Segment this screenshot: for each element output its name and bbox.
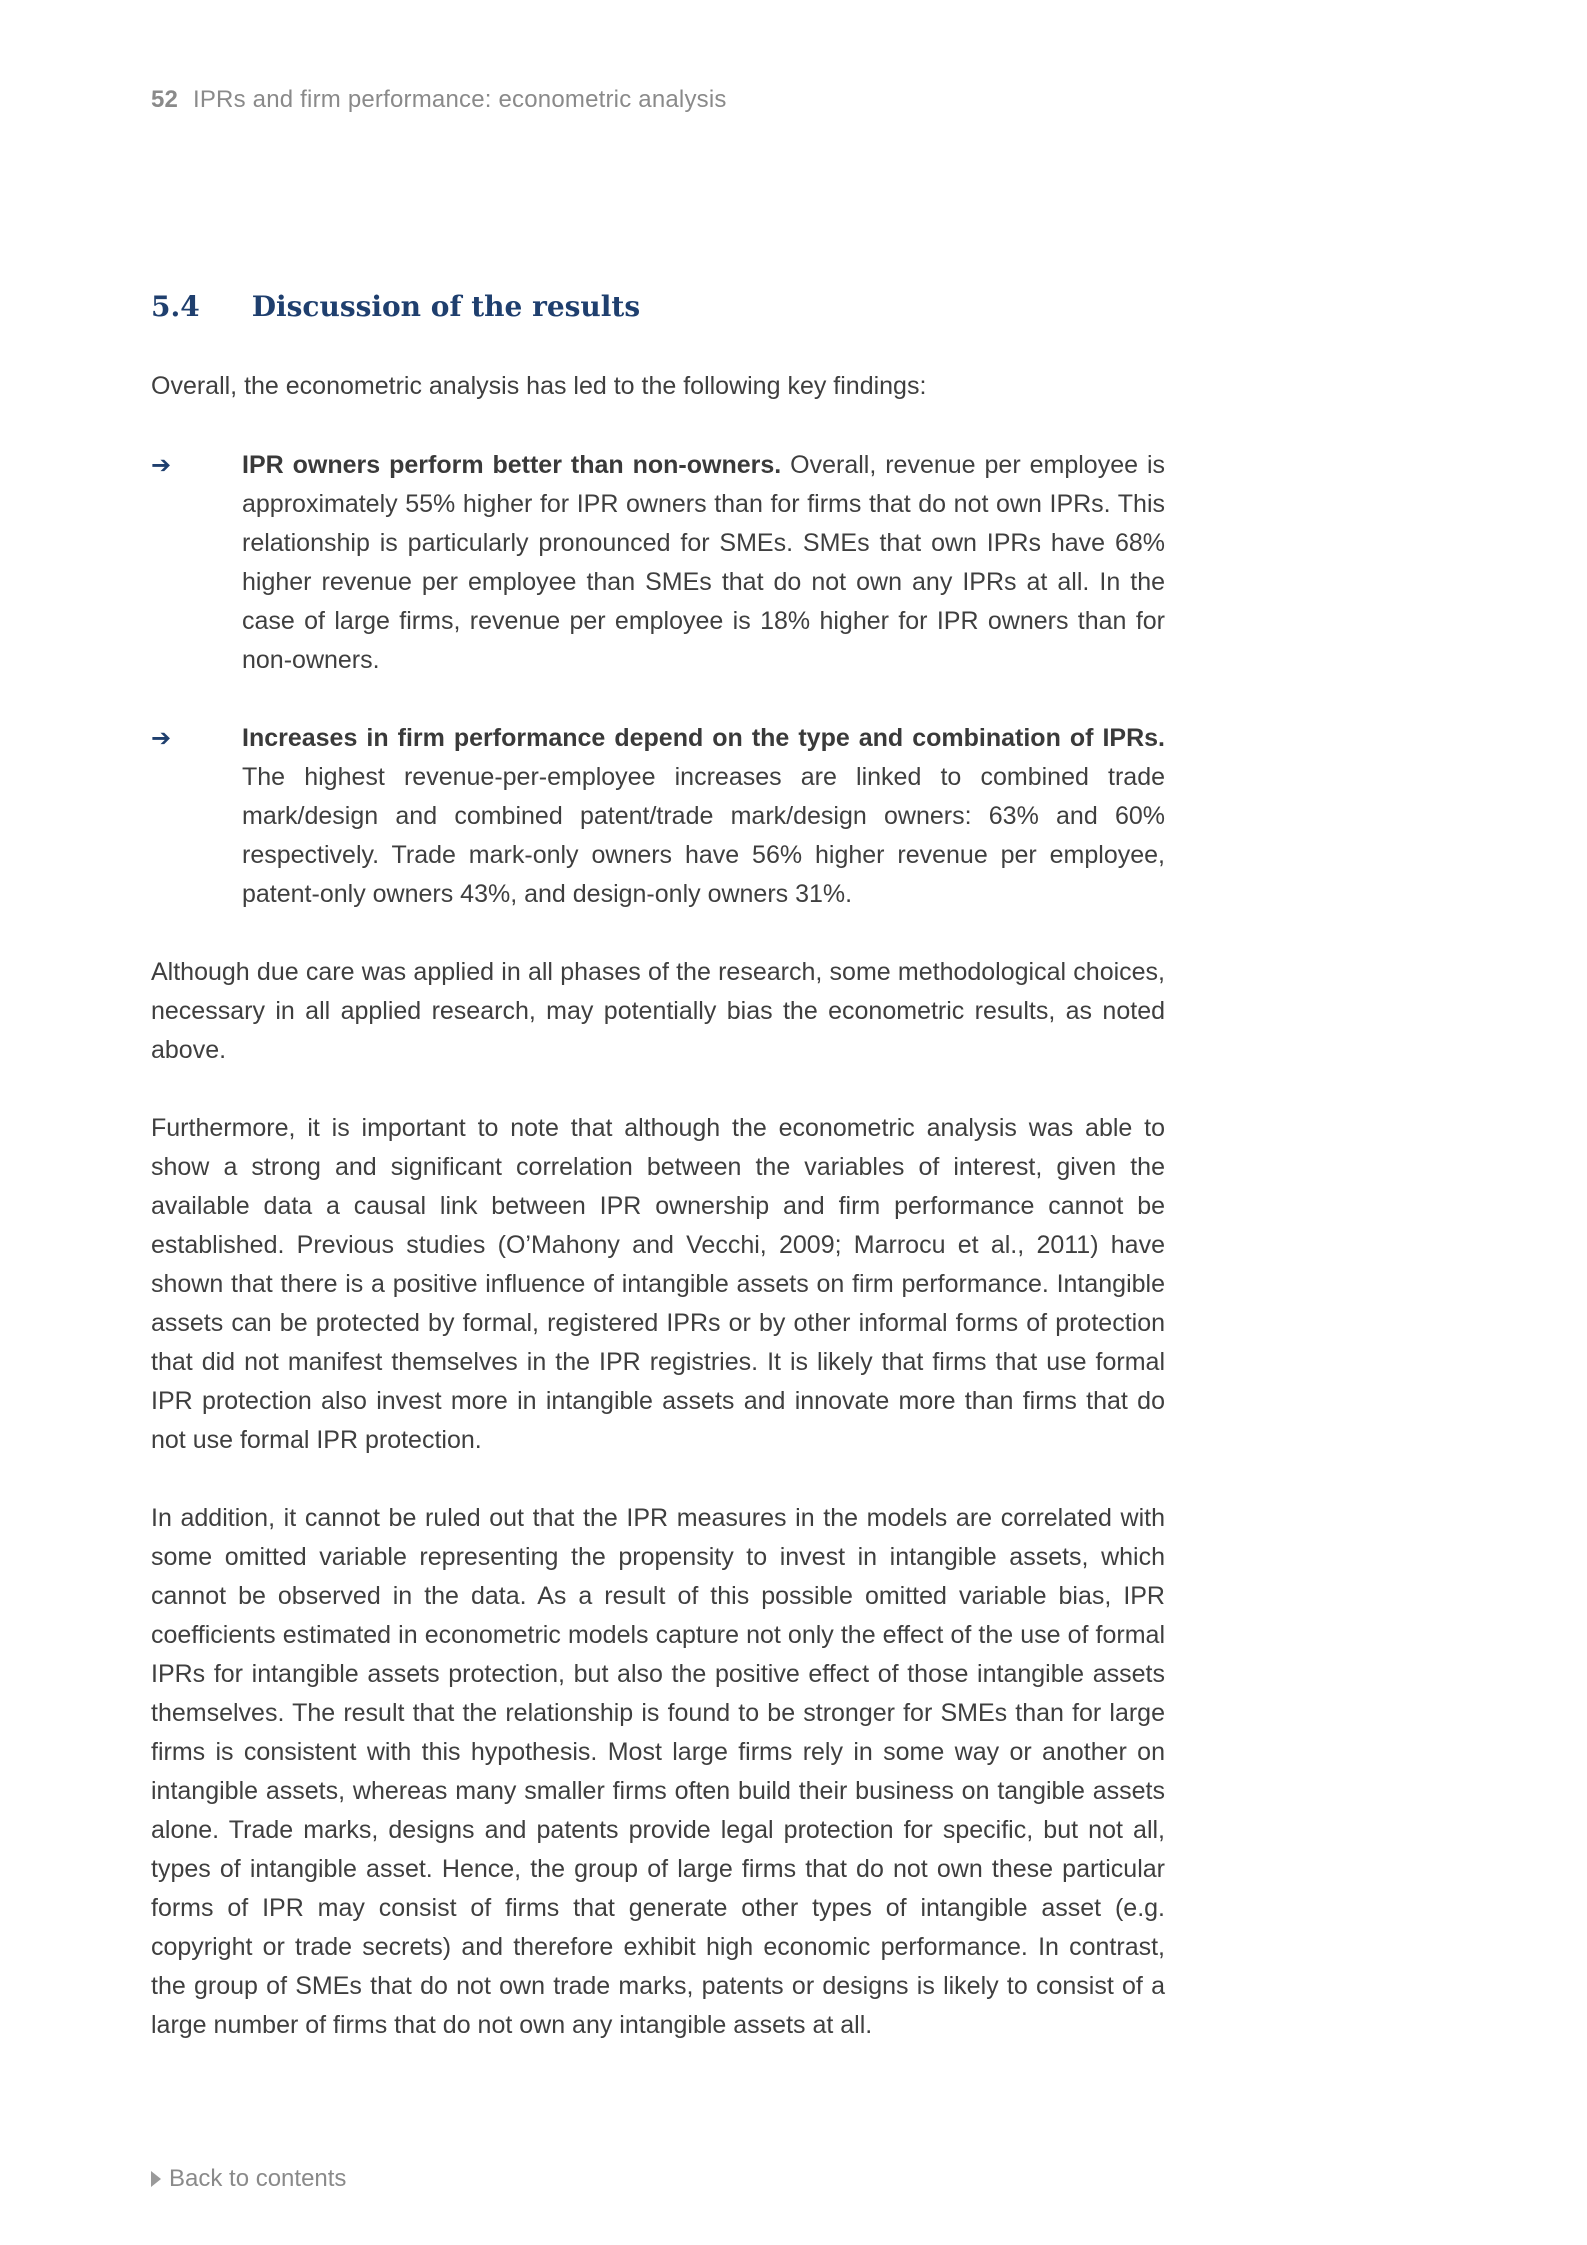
back-to-contents-link[interactable]	[151, 2165, 346, 2193]
finding-detail: The highest revenue-per-employee increases are linked to combined trade mark/design and combined patent/trade mark/design owners: 63% and 60% respectively. Trade mark-only owners have 56% higher revenue per employee, patent-only owners 43%, and design-only owners 31%.	[242, 763, 1165, 908]
running-title: IPRs and firm performance: econometric analysis	[192, 86, 727, 113]
arrow-right-icon: ➔	[151, 724, 172, 752]
body-content	[151, 367, 1165, 2084]
body-paragraph: In addition, it cannot be ruled out that the IPR measures in the models are correlated with some omitted variable representing the propensity to invest in intangible assets, which cannot be observed in the data. As a result of this possible omitted variable bias, IPR coefficients estimated in econometric models capture not only the effect of the use of formal IPRs for intangible assets protection, but also the positive effect of those intangible assets themselves. The result that the relationship is found to be stronger for SMEs than for large firms is consistent with this hypothesis. Most large firms rely in some way or another on intangible assets, whereas many smaller firms often build their business on tangible assets alone. Trade marks, designs and patents provide legal protection for specific, but not all, types of intangible asset. Hence, the group of large firms that do not own these particular forms of IPR may consist of firms that generate other types of intangible asset (e.g. copyright or trade secrets) and therefore exhibit high economic performance. In contrast, the group of SMEs that do not own trade marks, patents or designs is likely to consist of a large number of firms that do not own any intangible assets at all.	[151, 1504, 1165, 2039]
finding-text	[242, 446, 1165, 680]
running-header	[151, 86, 727, 114]
finding-detail: Overall, revenue per employee is approximately 55% higher for IPR owners than for firms that do not own IPRs. This relationship is particularly pronounced for SMEs. SMEs that own IPRs have 68% higher revenue per employee than SMEs that do not own any IPRs at all. In the case of large firms, revenue per employee is 18% higher for IPR owners than for non-owners.	[242, 451, 1165, 674]
intro-paragraph: Overall, the econometric analysis has led to the following key findings:	[151, 372, 927, 400]
body-paragraph: Although due care was applied in all phases of the research, some methodological choices, necessary in all applied research, may potentially bias the econometric results, as noted above.	[151, 958, 1165, 1064]
finding-lead: Increases in firm performance depend on the type and combination of IPRs.	[242, 724, 1165, 752]
arrow-right-icon: ➔	[151, 451, 172, 479]
finding-text	[242, 719, 1165, 914]
page-number: 52	[151, 86, 179, 113]
back-to-contents-label: Back to contents	[169, 2165, 347, 2192]
finding-bullet-2	[151, 719, 1165, 914]
finding-lead: IPR owners perform better than non-owners.	[242, 451, 782, 479]
finding-bullet-1	[151, 446, 1165, 680]
triangle-right-icon	[151, 2171, 161, 2187]
section-heading	[151, 290, 640, 323]
section-title: Discussion of the results	[251, 290, 641, 323]
body-paragraph: Furthermore, it is important to note that although the econometric analysis was able to show a strong and significant correlation between the variables of interest, given the available data a causal link between IPR ownership and firm performance cannot be established. Previous studies (O’Mahony and Vecchi, 2009; Marrocu et al., 2011) have shown that there is a positive influence of intangible assets on firm performance. Intangible assets can be protected by formal, registered IPRs or by other informal forms of protection that did not manifest themselves in the IPR registries. It is likely that firms that use formal IPR protection also invest more in intangible assets and innovate more than firms that do not use formal IPR protection.	[151, 1114, 1165, 1454]
section-number: 5.4	[151, 290, 200, 323]
